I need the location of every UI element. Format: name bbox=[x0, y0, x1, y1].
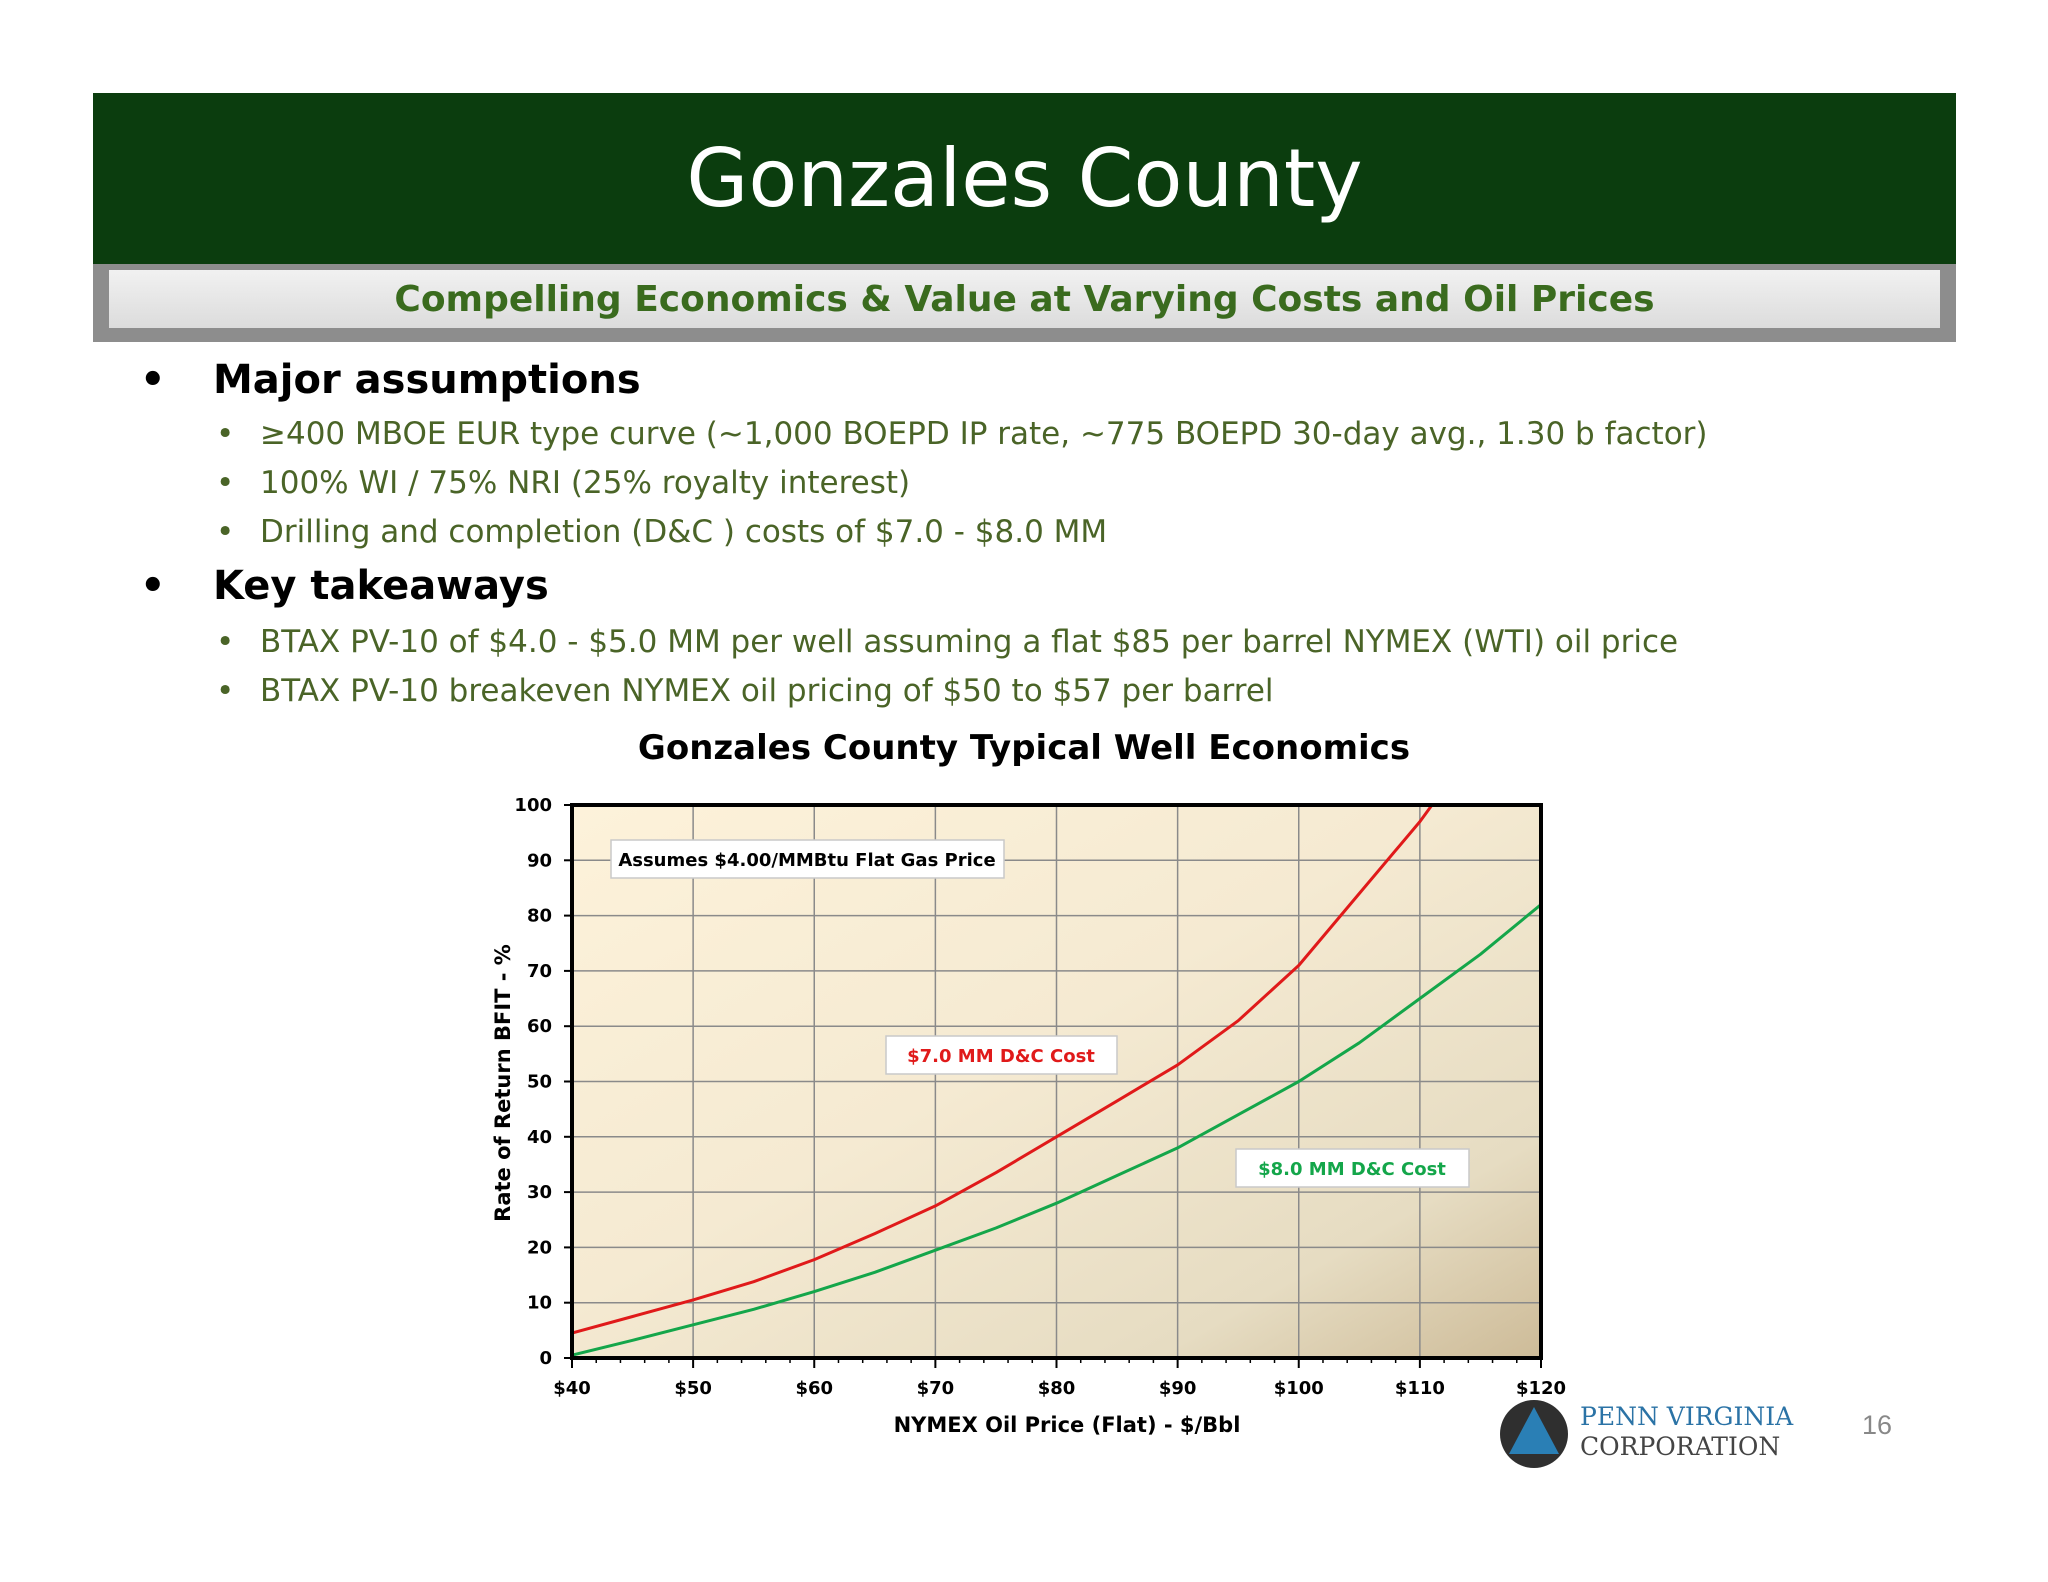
x-tick-label: $60 bbox=[795, 1378, 834, 1399]
logo-line-2: CORPORATION bbox=[1580, 1432, 1781, 1461]
slide-title: Gonzales County bbox=[686, 132, 1363, 225]
x-axis-label: NYMEX Oil Price (Flat) - $/Bbl bbox=[893, 1413, 1241, 1437]
x-tick-label: $120 bbox=[1515, 1378, 1567, 1399]
y-axis-label: Rate of Return BFIT - % bbox=[491, 944, 515, 1222]
y-tick-label: 30 bbox=[526, 1182, 552, 1204]
chart-title: Gonzales County Typical Well Economics bbox=[637, 728, 1411, 768]
triangle-in-circle-logo-icon bbox=[1498, 1398, 1570, 1470]
x-tick-label: $50 bbox=[674, 1378, 712, 1399]
y-tick-label: 0 bbox=[539, 1348, 552, 1369]
y-tick-label: 60 bbox=[526, 1016, 552, 1038]
bullet-glyph: • bbox=[216, 673, 235, 709]
section-heading-text: Major assumptions bbox=[213, 357, 641, 403]
list-item-text: BTAX PV-10 breakeven NYMEX oil pricing of $50 to $57 per barrel bbox=[260, 673, 1274, 709]
series-label-text: $8.0 MM D&C Cost bbox=[1258, 1159, 1446, 1180]
company-logo-text bbox=[1580, 1402, 1793, 1462]
y-tick-label: 20 bbox=[526, 1237, 552, 1259]
bullet-glyph: • bbox=[216, 624, 235, 660]
list-item-text: 100% WI / 75% NRI (25% royalty interest) bbox=[260, 465, 911, 501]
section-heading-text: Key takeaways bbox=[213, 563, 549, 609]
y-tick-label: 40 bbox=[526, 1126, 552, 1148]
y-tick-label: 100 bbox=[514, 795, 552, 816]
annotation-box bbox=[611, 840, 1004, 878]
y-tick-label: 90 bbox=[526, 850, 552, 872]
y-tick-label: 80 bbox=[526, 905, 552, 927]
x-tick-label: $80 bbox=[1037, 1378, 1076, 1399]
y-tick-label: 70 bbox=[526, 960, 552, 982]
slide-subtitle: Compelling Economics & Value at Varying Costs and Oil Prices bbox=[394, 278, 1655, 320]
list-item-text: BTAX PV-10 of $4.0 - $5.0 MM per well assuming a flat $85 per barrel NYMEX (WTI) oil price bbox=[260, 624, 1679, 660]
y-tick-label: 10 bbox=[526, 1292, 552, 1314]
series-label-text: $7.0 MM D&C Cost bbox=[907, 1046, 1095, 1067]
annotation-text: Assumes $4.00/MMBtu Flat Gas Price bbox=[618, 850, 996, 871]
series-label-8mm bbox=[1236, 1149, 1469, 1187]
bullet-glyph: • bbox=[216, 465, 235, 501]
list-item-text: Drilling and completion (D&C ) costs of $7.0 - $8.0 MM bbox=[260, 514, 1108, 550]
bullet-glyph: • bbox=[140, 357, 166, 403]
x-tick-label: $110 bbox=[1394, 1378, 1445, 1399]
bullet-glyph: • bbox=[216, 514, 235, 550]
bullet-glyph: • bbox=[216, 416, 235, 452]
y-tick-label: 50 bbox=[526, 1071, 552, 1093]
page-number: 16 bbox=[1862, 1410, 1893, 1440]
bullet-glyph: • bbox=[140, 563, 166, 609]
x-tick-label: $90 bbox=[1158, 1378, 1197, 1399]
series-label-7mm bbox=[886, 1036, 1117, 1074]
logo-line-1: PENN VIRGINIA bbox=[1580, 1402, 1794, 1431]
list-item-text: ≥400 MBOE EUR type curve (~1,000 BOEPD IP rate, ~775 BOEPD 30-day avg., 1.30 b factor) bbox=[260, 416, 1708, 452]
x-tick-label: $70 bbox=[916, 1378, 955, 1399]
x-tick-label: $40 bbox=[553, 1378, 591, 1399]
x-tick-label: $100 bbox=[1273, 1378, 1324, 1399]
